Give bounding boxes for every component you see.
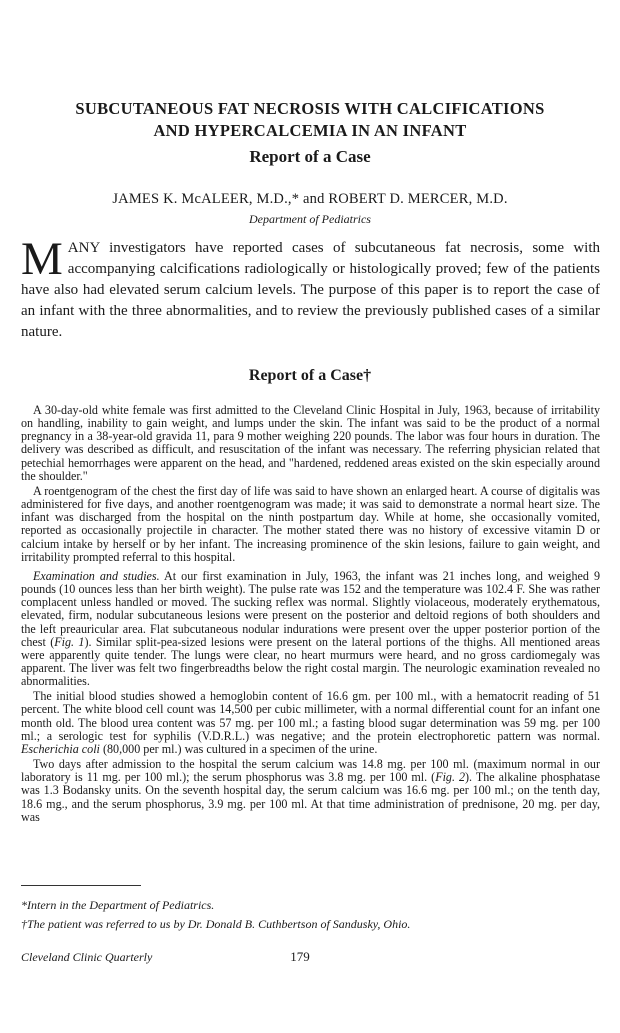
author-line: JAMES K. McALEER, M.D.,* and ROBERT D. MERCER, M.D. [112,191,508,207]
article-title-line-2: AND HYPERCALCEMIA IN AN INFANT [153,121,467,140]
page-number: 179 [290,949,310,964]
article-title-line-1: SUBCUTANEOUS FAT NECROSIS WITH CALCIFICATIONS [75,99,545,118]
article-subtitle: Report of a Case [249,147,371,166]
footnote-divider [21,885,141,886]
section-heading: Report of a Case† [248,367,372,384]
department-line: Department of Pediatrics [249,212,371,226]
organism-name: Escherichia coli [21,741,100,756]
drop-cap: M [21,233,63,285]
body-paragraph-3 [21,570,600,688]
body-text-span: ). The alkaline phosphatase was 1.3 Bodansky units. On the seventh hospital day, the serum calcium was 16.6 mg. per 100 ml.; on the tenth day, 18.6 mg., and the serum phosphorus, 3.9 mg. per 100 ml. At that time administration of prednisone, 20 mg. per day, was [21,770,600,824]
body-paragraph-5 [21,758,600,824]
subsection-lead: Examination and studies. [33,568,160,583]
footnote-1: *Intern in the Department of Pediatrics. [21,898,215,912]
body-text-span: (80,000 per ml.) was cultured in a specimen of the urine. [99,741,378,756]
body-paragraph-2: A roentgenogram of the chest the first day of life was said to have shown an enlarged heart. A course of digitalis was administered for five days, and another roentgenogram was made; it was said to demonstrate a normal heart size. The infant was discharged from the hospital on the ninth postpartum day. While at home, she occasionally vomited, reported as occasionally projectile in character. The mother stated there was no history of excessive vitamin D or calcium intake by herself or by her infant. The increasing prominence of the skin lesions, failure to gain weight, and irritability prompted referral to this hospital. [21,483,600,564]
body-text-span: Two days after admission to the hospital the serum calcium was 14.8 mg. per 100 ml. (maximum normal in our laboratory is 11 mg. per 100 ml.); the serum phosphorus was 3.8 mg. per 100 ml. ( [21,757,600,785]
intro-text: ANY investigators have reported cases of subcutaneous fat necrosis, some with accompanying calcifications radiologically or histologically proved; few of the patients have also had elevated serum calcium levels. The purpose of this paper is to report the case of an infant with the three abnormalities, and to review the previously published cases of a similar nature. [21,240,600,340]
figure-reference: Fig. 2 [435,770,466,785]
journal-name: Cleveland Clinic Quarterly [21,950,153,964]
body-text-span: The initial blood studies showed a hemoglobin content of 16.6 gm. per 100 ml., with a hematocrit reading of 51 percent. The white blood cell count was 14,500 per cubic millimeter, with a normal differential count for an infant one month old. The blood urea content was 57 mg. per 100 ml.; a fasting blood sugar determination was 59 mg. per 100 ml.; a serologic test for syphilis (V.D.R.L.) was negative; and the protein electrophoretic pattern was normal. [21,689,600,743]
body-paragraph-1: A 30-day-old white female was first admitted to the Cleveland Clinic Hospital in July, 1963, because of irritability on handling, inability to gain weight, and lumps under the skin. The infant was said to be the product of a normal pregnancy in a 38-year-old gravida 11, para 9 mother weighing 220 pounds. The labor was four hours in duration. The delivery was described as difficult, and resuscitation of the infant was necessary. The referring physician related that petechial hemorrhages were apparent on the head, and "hardened, reddened areas existed on the skin especially around the shoulder." [21,403,600,483]
footnote-2: †The patient was referred to us by Dr. Donald B. Cuthbertson of Sandusky, Ohio. [21,917,411,931]
body-text-span: ). Similar split-pea-sized lesions were present on the lateral portions of the thighs. All mentioned areas were apparently quite tender. The lungs were clear, no heart murmurs were heard, and no gross cardiomegaly was apparent. The liver was felt two fingerbreadths below the right costal margin. The neurologic examination revealed no abnormalities. [21,634,600,689]
body-paragraph-4 [21,690,600,756]
body-text [21,404,600,826]
figure-reference: Fig. 1 [54,634,85,649]
body-text-span: At our first examination in July, 1963, the infant was 21 inches long, and weighed 9 pounds (10 ounces less than her birth weight). The pulse rate was 152 and the temperature was 102.4 F. She was rather complacent unless handled or moved. The sucking reflex was normal. Slightly violaceous, moderately erythematous, elevated, firm, nodular subcutaneous lesions were present on the posterior and deltoid regions of both shoulders and the left preauricular area. Flat subcutaneous nodular indurations were present over the upper posterior portion of the chest ( [21,568,600,649]
intro-paragraph [21,233,600,343]
